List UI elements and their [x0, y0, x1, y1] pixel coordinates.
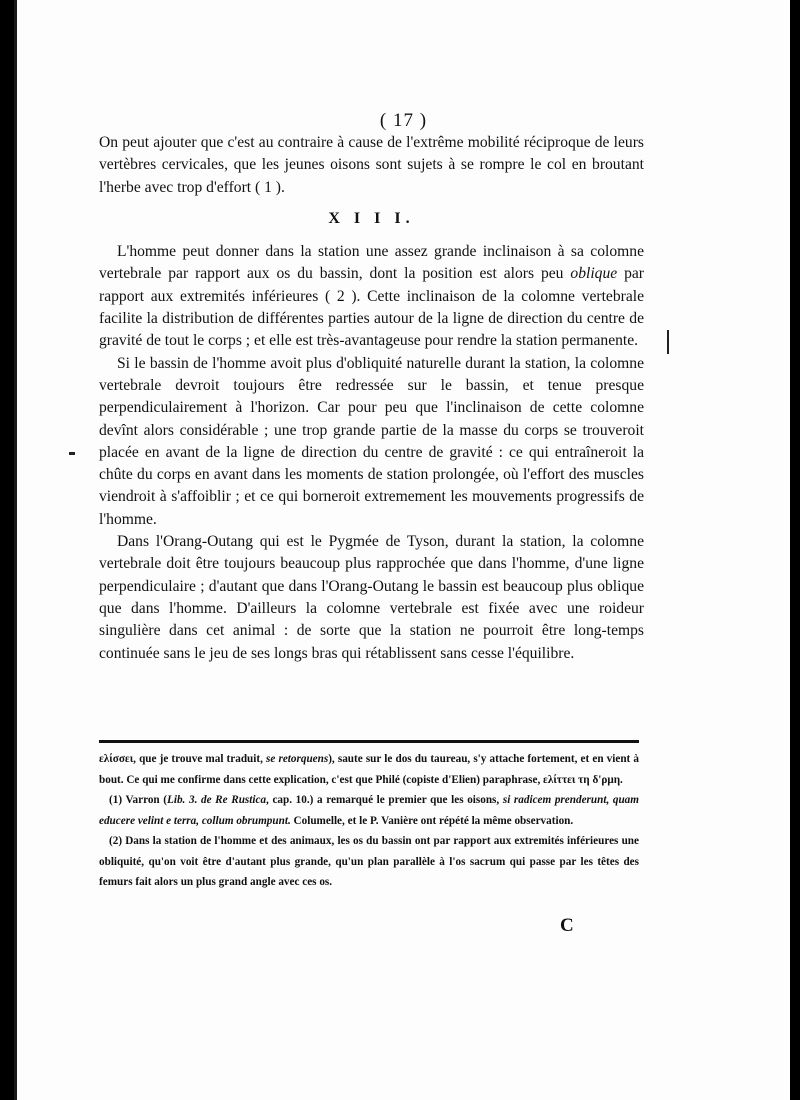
- footnote-continuation: [99, 749, 639, 790]
- footnote-1-c: Columelle, et le P. Vanière ont répété la même observation.: [290, 814, 574, 827]
- footnote-1-quote: si radicem prenderunt, quam educere velint e terra, collum obrumpunt.: [99, 794, 639, 827]
- paragraph-1: [99, 241, 644, 352]
- paragraph-3: Dans l'Orang-Outang qui est le Pygmée de Tyson, durant la station, la colomne vertebrale doit être toujours beaucoup plus rapprochée que dans l'homme, d'une ligne perpendiculaire ; d'autant que dans l'Orang-Outang le bassin est beaucoup plus oblique que dans l'homme. D'ailleurs la colomne vertebrale est fixée avec une roideur singulière dans cet animal : de sorte que la station ne pourroit être long-temps continuée sans le jeu de ses longs bras qui rétablissent sans cesse l'équilibre.: [99, 533, 644, 662]
- footnote-1-a: (1) Varron (: [109, 794, 168, 806]
- footnote-rule: [99, 740, 639, 743]
- paragraph-1-text-b: par rapport aux extremités inférieures ( 2 ). Cette inclinaison de la colomne vertebrale facilite la distribution de différentes parties autour de la ligne de direction du centre de gravité de tout le corps ; et elle est très-avantageuse pour rendre la station permanente.: [99, 265, 644, 350]
- footnotes: [99, 749, 639, 893]
- footnote-2: (2) Dans la station de l'homme et des animaux, les os du bassin ont par rapport aux extremités inférieures une obliquité, qu'on voit être d'autant plus grande, qu'un plan parallèle à l'os sacrum qui passe par les têtes des femurs fait alors un plus grand angle avec ces os.: [99, 835, 639, 888]
- paragraph-2: Si le bassin de l'homme avoit plus d'obliquité naturelle durant la station, la colomne vertebrale devroit toujours être redressée sur le bassin, et tenue presque perpendiculairement à l'horizon. Car pour peu que l'inclinaison de cette colomne devînt alors considérable ; une trop grande partie de la masse du corps se trouveroit placée en avant de la ligne de direction du centre de gravité : ce qui entraîneroit la chûte du corps en avant dans les moments de station prolongée, où l'effort des muscles viendroit à s'affoiblir ; et ce qui borneroit extremement les mouvements progressifs de l'homme.: [99, 354, 644, 528]
- section-heading: X I I I.: [328, 209, 415, 227]
- intro-paragraph: On peut ajouter que c'est au contraire à cause de l'extrême mobilité réciproque de leurs vertèbres cervicales, que les jeunes oisons sont sujets à se rompre le col en broutant l'herbe avec trop d'effort ( 1 ).: [99, 134, 644, 196]
- footnote-1-ref: Lib. 3. de Re Rustica: [167, 794, 267, 806]
- margin-dot: [69, 452, 75, 455]
- scan-right-edge: [790, 0, 800, 1100]
- page-number: ( 17 ): [379, 110, 428, 131]
- main-text: [99, 132, 644, 665]
- signature-mark: C: [560, 915, 574, 936]
- footnote-continuation-a: ελίσσει, que je trouve mal traduit,: [99, 753, 267, 765]
- footnote-1-b: , cap. 10.) a remarqué le premier que les oisons,: [266, 794, 503, 806]
- paragraph-1-text-a: L'homme peut donner dans la station une assez grande inclinaison à sa colomne vertebrale par rapport aux os du bassin, dont la position est alors peu: [99, 243, 644, 283]
- margin-mark: [667, 330, 669, 354]
- footnote-continuation-italic: se retorquens: [266, 753, 329, 765]
- scan-left-edge: [0, 0, 14, 1100]
- footnote-continuation-b: ), saute sur le dos du taureau, s'y attache fortement, et en vient à bout. Ce qui me confirme dans cette explication, c'est que Philé (copiste d'Elien) paraphrase, ελίττει τη δ'ρμη.: [99, 753, 639, 786]
- book-page: [14, 0, 790, 1100]
- paragraph-1-oblique: oblique: [570, 265, 618, 283]
- footnote-1: [99, 790, 639, 831]
